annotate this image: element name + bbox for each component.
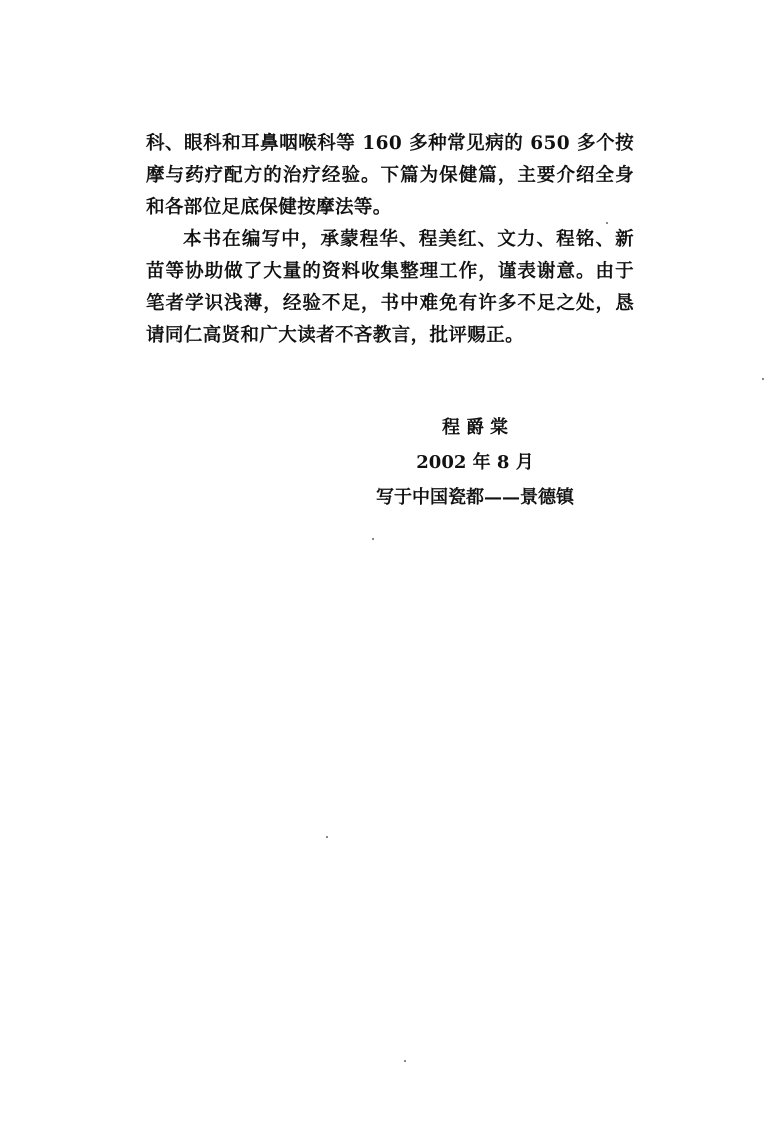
scan-speck <box>326 836 328 838</box>
signature-date: 2002 年 8 月 <box>416 452 534 473</box>
signature-block <box>350 410 600 515</box>
scan-speck <box>372 538 374 540</box>
preface-body <box>146 128 634 352</box>
scan-speck <box>762 378 764 380</box>
paragraph-continued: 科、眼科和耳鼻咽喉科等 160 多种常见病的 650 多个按摩与药疗配方的治疗经验。下篇为保健篇，主要介绍全身和各部位足底保健按摩法等。 <box>146 133 634 218</box>
paragraph-acknowledgement: 本书在编写中，承蒙程华、程美红、文力、程铭、新苗等协助做了大量的资料收集整理工作，谨表谢意。由于笔者学识浅薄，经验不足，书中难免有许多不足之处，恳请同仁高贤和广大读者不吝教言，批评赐正。 <box>146 229 634 346</box>
signature-place: 写于中国瓷都——景德镇 <box>376 487 574 508</box>
scan-speck <box>404 1060 406 1062</box>
scan-speck <box>606 222 608 224</box>
author-name: 程爵棠 <box>442 417 514 438</box>
